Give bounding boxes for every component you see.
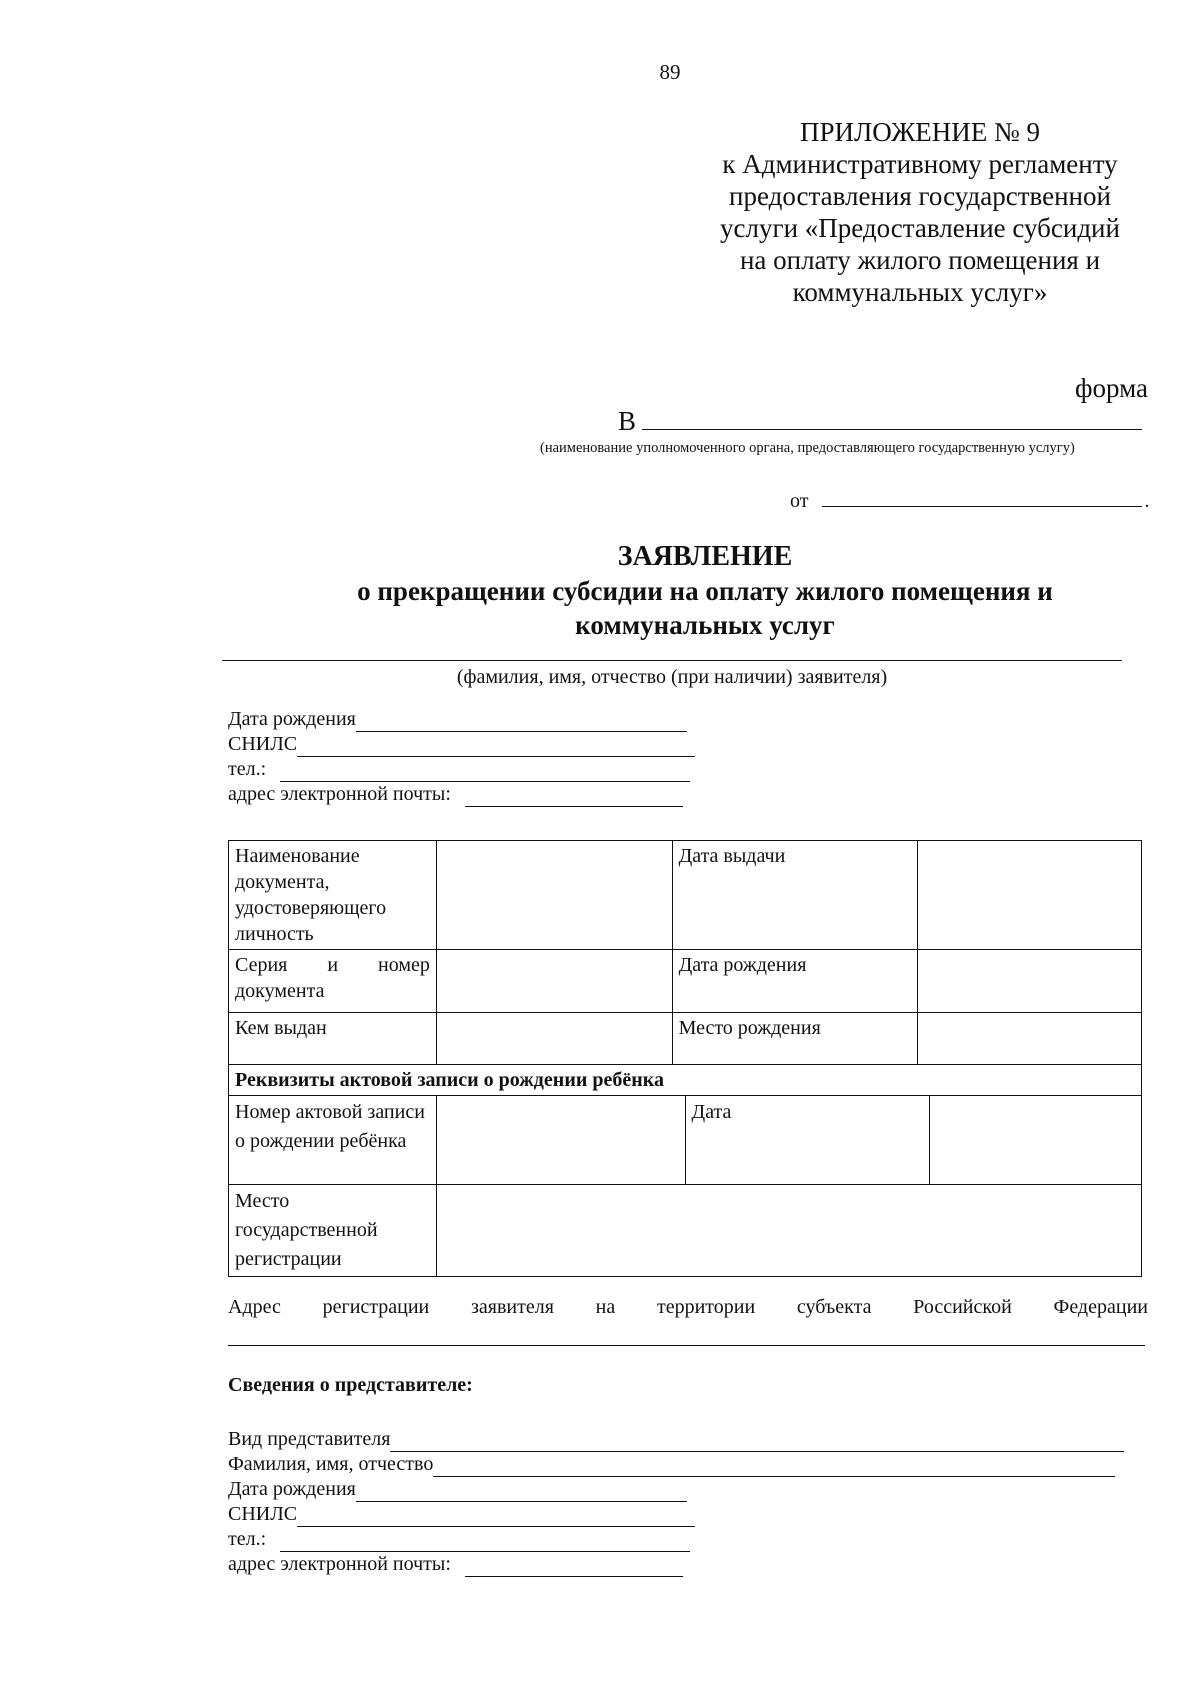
recipient-line — [618, 405, 1142, 437]
phone-label: тел.: — [228, 758, 267, 780]
rep-birth-date-row — [228, 1477, 1124, 1502]
rep-type-row — [228, 1427, 1124, 1452]
email-field[interactable] — [465, 788, 683, 807]
appendix-header — [690, 116, 1150, 308]
document-title — [230, 540, 1180, 642]
act-number-label: Номер актовой записи о рождении ребёнка — [229, 1096, 437, 1184]
recipient-caption: (наименование уполномоченного органа, предоставляющего государственную услугу) — [540, 440, 1075, 456]
registration-address-field[interactable] — [228, 1345, 1145, 1346]
document-table — [228, 840, 1142, 1277]
appendix-line: на оплату жилого помещения и — [739, 245, 1101, 275]
birth-date-label: Дата рождения — [228, 708, 356, 730]
table-row — [229, 1185, 1142, 1277]
registration-place-label: Место государственной регистрации — [229, 1185, 437, 1277]
birth-place-label: Место рождения — [672, 1013, 918, 1065]
rep-email-label: адрес электронной почты: — [228, 1553, 451, 1575]
birth-date-field[interactable] — [356, 713, 687, 732]
rep-type-label: Вид представителя — [228, 1428, 391, 1450]
birth-date-row — [228, 707, 695, 732]
appendix-line: коммунальных услуг» — [792, 277, 1048, 307]
registration-place-cell[interactable] — [436, 1185, 1141, 1277]
rep-phone-field[interactable] — [280, 1533, 690, 1552]
form-label: форма — [1075, 373, 1148, 403]
birth-date-table-label: Дата рождения — [672, 950, 918, 1013]
series-word: Серия — [235, 954, 288, 976]
rep-type-field[interactable] — [390, 1433, 1124, 1452]
rep-snils-row — [228, 1502, 1124, 1527]
snils-field[interactable] — [297, 738, 695, 757]
rep-birth-date-label: Дата рождения — [228, 1478, 356, 1500]
series-number-cell[interactable] — [436, 950, 672, 1013]
phone-field[interactable] — [280, 763, 690, 782]
act-record-subtable — [229, 1096, 1141, 1184]
issued-by-cell[interactable] — [436, 1013, 672, 1065]
table-row — [229, 1065, 1142, 1096]
rep-birth-date-field[interactable] — [356, 1483, 687, 1502]
title-main: ЗАЯВЛЕНИЕ — [617, 541, 793, 572]
birth-date-table-cell[interactable] — [918, 950, 1142, 1013]
recipient-field[interactable] — [642, 405, 1142, 430]
table-row — [229, 1096, 1141, 1184]
rep-phone-row — [228, 1527, 1124, 1552]
address-word: субъекта — [796, 1296, 872, 1318]
address-word: заявителя — [470, 1296, 554, 1318]
address-word: Адрес — [228, 1296, 281, 1318]
series-number-label — [229, 950, 437, 1013]
table-row — [229, 841, 1142, 950]
email-row — [228, 782, 695, 807]
snils-row — [228, 732, 695, 757]
appendix-line: услуги «Предоставление субсидий — [720, 213, 1120, 243]
snils-label: СНИЛС — [228, 733, 298, 755]
applicant-name-field[interactable] — [222, 660, 1122, 661]
phone-row — [228, 757, 695, 782]
registration-address-label — [228, 1296, 1148, 1319]
representative-fields — [228, 1427, 1124, 1577]
email-label: адрес электронной почты: — [228, 783, 451, 805]
applicant-fields — [228, 707, 695, 807]
rep-email-field[interactable] — [465, 1558, 683, 1577]
appendix-line: к Административному регламенту — [722, 149, 1118, 179]
birth-place-cell[interactable] — [918, 1013, 1142, 1065]
rep-phone-label: тел.: — [228, 1528, 267, 1550]
rep-snils-field[interactable] — [297, 1508, 695, 1527]
issue-date-cell[interactable] — [918, 841, 1142, 950]
rep-email-row — [228, 1552, 1124, 1577]
act-record-header: Реквизиты актовой записи о рождении ребёнка — [229, 1065, 1142, 1096]
series-word: документа — [235, 980, 325, 1002]
issued-by-label: Кем выдан — [229, 1013, 437, 1065]
sender-field[interactable] — [822, 488, 1142, 507]
appendix-line: ПРИЛОЖЕНИЕ № 9 — [799, 117, 1041, 147]
table-row — [229, 950, 1142, 1013]
rep-fio-label: Фамилия, имя, отчество — [228, 1453, 434, 1475]
rep-snils-label: СНИЛС — [228, 1503, 298, 1525]
sender-line — [790, 488, 1149, 513]
recipient-prefix: В — [618, 406, 637, 436]
address-word: регистрации — [322, 1296, 430, 1318]
series-word: номер — [378, 954, 430, 976]
issue-date-label: Дата выдачи — [672, 841, 918, 950]
title-line: о прекращении субсидии на оплату жилого помещения и — [357, 576, 1053, 606]
applicant-name-caption: (фамилия, имя, отчество (при наличии) заявителя) — [456, 666, 888, 688]
address-word: Российской — [913, 1296, 1012, 1318]
table-row — [229, 1013, 1142, 1065]
address-word: Федерации — [1053, 1296, 1148, 1318]
representative-title: Сведения о представителе: — [228, 1374, 473, 1396]
appendix-line: предоставления государственной — [729, 181, 1111, 211]
act-number-cell[interactable] — [437, 1096, 685, 1184]
id-document-label: Наименование документа, удостоверяющего личность — [229, 841, 437, 950]
table-row — [229, 1096, 1142, 1185]
address-word: территории — [656, 1296, 756, 1318]
address-word: на — [595, 1296, 616, 1318]
title-line: коммунальных услуг — [575, 610, 835, 640]
act-date-cell[interactable] — [930, 1096, 1141, 1184]
act-date-label: Дата — [685, 1096, 929, 1184]
id-document-cell[interactable] — [436, 841, 672, 950]
sender-prefix: от — [790, 490, 809, 512]
sender-suffix: . — [1144, 490, 1150, 512]
page-number: 89 — [659, 60, 681, 84]
series-word: и — [327, 954, 339, 976]
rep-fio-row — [228, 1452, 1124, 1477]
rep-fio-field[interactable] — [433, 1458, 1115, 1477]
